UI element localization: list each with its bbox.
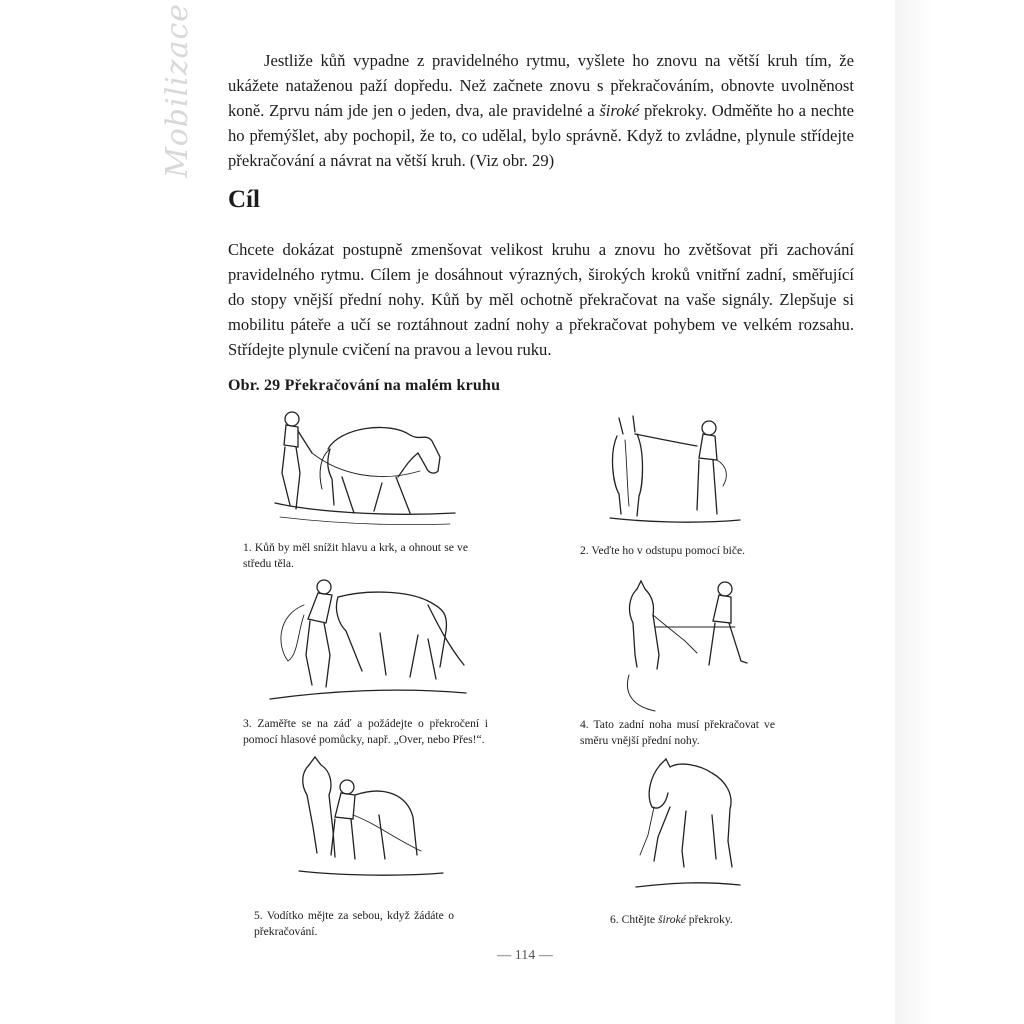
illustration-3-handler-at-hindquarters [268, 575, 468, 710]
chapter-side-label [150, 2, 200, 180]
caption-5: 5. Vodítko mějte za sebou, když žádáte o překračování. [254, 909, 454, 938]
chapter-side-label-text: Mobilizace [160, 2, 195, 178]
caption-6-italic: široké [657, 913, 686, 926]
paragraph-intro-post: překroky. Odměňte ho a nechte ho přemýšlet, aby pochopil, že to, co udělal, bylo správně. Když to zvládne, plynule střídejte překračování a návrat na větší kruh. (Viz obr. 29) [228, 101, 854, 170]
caption-1: 1. Kůň by měl snížit hlavu a krk, a ohnout se ve středu těla. [243, 541, 468, 570]
illustration-6-wide-steps [630, 755, 745, 890]
caption-6-pre: 6. Chtějte [610, 913, 658, 926]
caption-6-post: překroky. [685, 913, 733, 926]
caption-6 [610, 912, 770, 928]
paragraph-intro-italic: široké [599, 101, 640, 120]
page-edge-shadow [895, 0, 1024, 1024]
illustration-1-horse-bending [270, 405, 460, 530]
paragraph-intro [228, 48, 854, 173]
illustration-4-horse-crossing-leg [615, 575, 765, 715]
page-number: — 114 — [497, 948, 553, 963]
illustration-2-horse-from-behind [605, 410, 745, 530]
paragraph-goal: Chcete dokázat postupně zmenšovat velikost kruhu a znovu ho zvětšovat při zachování pravidelného rytmu. Cílem je dosáhnout výrazných, širokých kroků vnitřní zadní, směřující do stopy vnější přední nohy. Kůň by měl ochotně překračovat na vaše signály. Zlepšuje si mobilitu páteře a učí se roztáhnout zadní nohy a překračovat pohybem ve velkém rozsahu. Střídejte plynule cvičení na pravou a levou ruku. [228, 240, 854, 359]
section-heading: Cíl [228, 186, 260, 213]
figure-title: Obr. 29 Překračování na malém kruhu [228, 377, 501, 394]
illustration-5-leading-with-rope-behind [295, 755, 445, 890]
caption-4: 4. Tato zadní noha musí překračovat ve směru vnější přední nohy. [580, 718, 775, 747]
caption-2: 2. Veďte ho v odstupu pomocí biče. [580, 544, 746, 557]
caption-3: 3. Zaměřte se na záď a požádejte o překročení i pomocí hlasové pomůcky, např. „Over, nebo Přes!“. [243, 717, 488, 746]
paragraph-intro-pre: Jestliže kůň vypadne z pravidelného rytmu, vyšlete ho znovu na větší kruh tím, že ukážete nataženou paží dopředu. Než začnete znovu s překračováním, obnovte uvolněnost koně. Zprvu nám jde jen o jeden, dva, ale pravidelné a [228, 51, 854, 120]
